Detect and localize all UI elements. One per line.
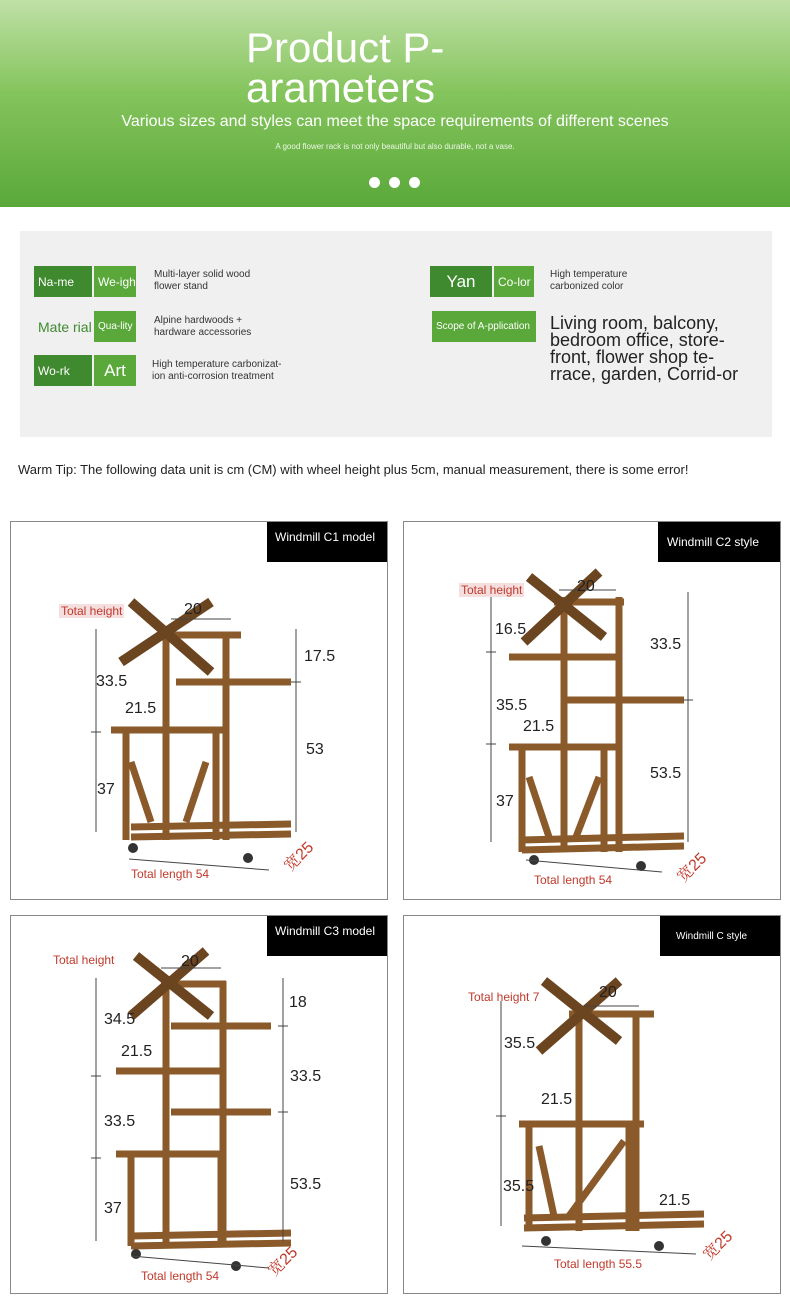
model-label: Windmill C3 model xyxy=(267,916,387,956)
dim-53-5: 53.5 xyxy=(290,1176,322,1193)
dim-35-5: 35.5 xyxy=(496,697,528,714)
total-height-label: Total height xyxy=(461,583,523,597)
dim-53-5: 53.5 xyxy=(650,765,682,782)
carousel-dot[interactable] xyxy=(369,177,380,188)
dim-21-5: 21.5 xyxy=(523,718,555,735)
art-value: High temperature carbonizat-ion anti-corrosion treatment xyxy=(152,359,282,382)
name-label: Na-me xyxy=(34,266,92,297)
carousel-dots[interactable] xyxy=(369,175,429,193)
banner-title: Product P-arameters xyxy=(246,24,445,111)
dim-37: 37 xyxy=(97,781,115,798)
dim-33-5: 33.5 xyxy=(96,673,128,690)
dim-21-5: 21.5 xyxy=(121,1043,153,1060)
dim-17-5: 17.5 xyxy=(304,648,336,665)
model-label: Windmill C style xyxy=(660,916,780,956)
material-label: Mate rial xyxy=(38,318,92,335)
dim-37: 37 xyxy=(496,793,514,810)
dim-35-5-bottom: 35.5 xyxy=(503,1178,535,1195)
dim-34-5: 34.5 xyxy=(104,1011,136,1028)
color-label: Co-lor xyxy=(494,266,534,297)
quality-label: Qua-lity xyxy=(94,311,136,342)
dim-20: 20 xyxy=(181,953,199,970)
dim-53: 53 xyxy=(306,741,324,758)
dim-20: 20 xyxy=(577,578,595,595)
scope-value: Living room, balcony, bedroom office, store-front, flower shop te-rrace, garden, Corrid-or xyxy=(550,313,739,384)
model-label: Windmill C2 style xyxy=(658,522,780,562)
carousel-dot[interactable] xyxy=(409,177,420,188)
width-label: 宽25 xyxy=(674,849,711,886)
scope-label: Scope of A-pplication xyxy=(432,311,536,342)
parameters-box xyxy=(20,231,772,437)
work-label: Wo-rk xyxy=(34,355,92,386)
banner-subtitle: Various sizes and styles can meet the space requirements of different scenes xyxy=(121,113,669,130)
dim-33-5: 33.5 xyxy=(650,636,682,653)
width-label: 宽25 xyxy=(265,1243,302,1280)
quality-value: Alpine hardwoods + hardware accessories xyxy=(154,315,252,338)
dim-21-5-bottom: 21.5 xyxy=(659,1192,691,1209)
model-label: Windmill C1 model xyxy=(267,522,387,562)
stand-illustration xyxy=(11,916,388,1294)
dim-20: 20 xyxy=(184,601,202,618)
dim-21-5: 21.5 xyxy=(125,700,157,717)
stand-illustration xyxy=(11,522,388,900)
art-label: Art xyxy=(94,355,136,386)
dim-37: 37 xyxy=(104,1200,122,1217)
dim-18: 18 xyxy=(289,994,307,1011)
product-panel-c3 xyxy=(10,915,388,1294)
total-height-label: Total height xyxy=(53,953,115,967)
dim-16-5: 16.5 xyxy=(495,621,527,638)
banner-tagline: A good flower rack is not only beautiful but also durable, not a vase. xyxy=(275,142,515,151)
header-banner xyxy=(0,0,790,207)
weigh-label: We-igh xyxy=(94,266,136,297)
dim-33-5-left: 33.5 xyxy=(104,1113,136,1130)
dim-21-5-top: 21.5 xyxy=(541,1091,573,1108)
width-label: 宽25 xyxy=(281,838,318,875)
weigh-value: Multi-layer solid wood flower stand xyxy=(154,269,251,292)
product-panel-c2 xyxy=(403,521,781,900)
dim-33-5-right: 33.5 xyxy=(290,1068,322,1085)
product-panel-c1 xyxy=(10,521,388,900)
total-length-label: Total length 54 xyxy=(141,1269,220,1283)
total-height-label: Total height xyxy=(61,604,123,618)
dim-20: 20 xyxy=(599,984,617,1001)
color-value: High temperature carbonized color xyxy=(550,269,628,292)
total-length-label: Total length 55.5 xyxy=(554,1257,643,1271)
total-height-label: Total height 7 xyxy=(468,990,540,1004)
dim-35-5-top: 35.5 xyxy=(504,1035,536,1052)
warm-tip: Warm Tip: The following data unit is cm (CM) with wheel height plus 5cm, manual measurement, there is some error! xyxy=(18,462,689,477)
total-length-label: Total length 54 xyxy=(534,873,613,887)
carousel-dot[interactable] xyxy=(389,177,400,188)
width-label: 宽25 xyxy=(700,1227,737,1264)
yan-label: Yan xyxy=(430,266,492,297)
total-length-label: Total length 54 xyxy=(131,867,210,881)
product-panel-c xyxy=(403,915,781,1294)
